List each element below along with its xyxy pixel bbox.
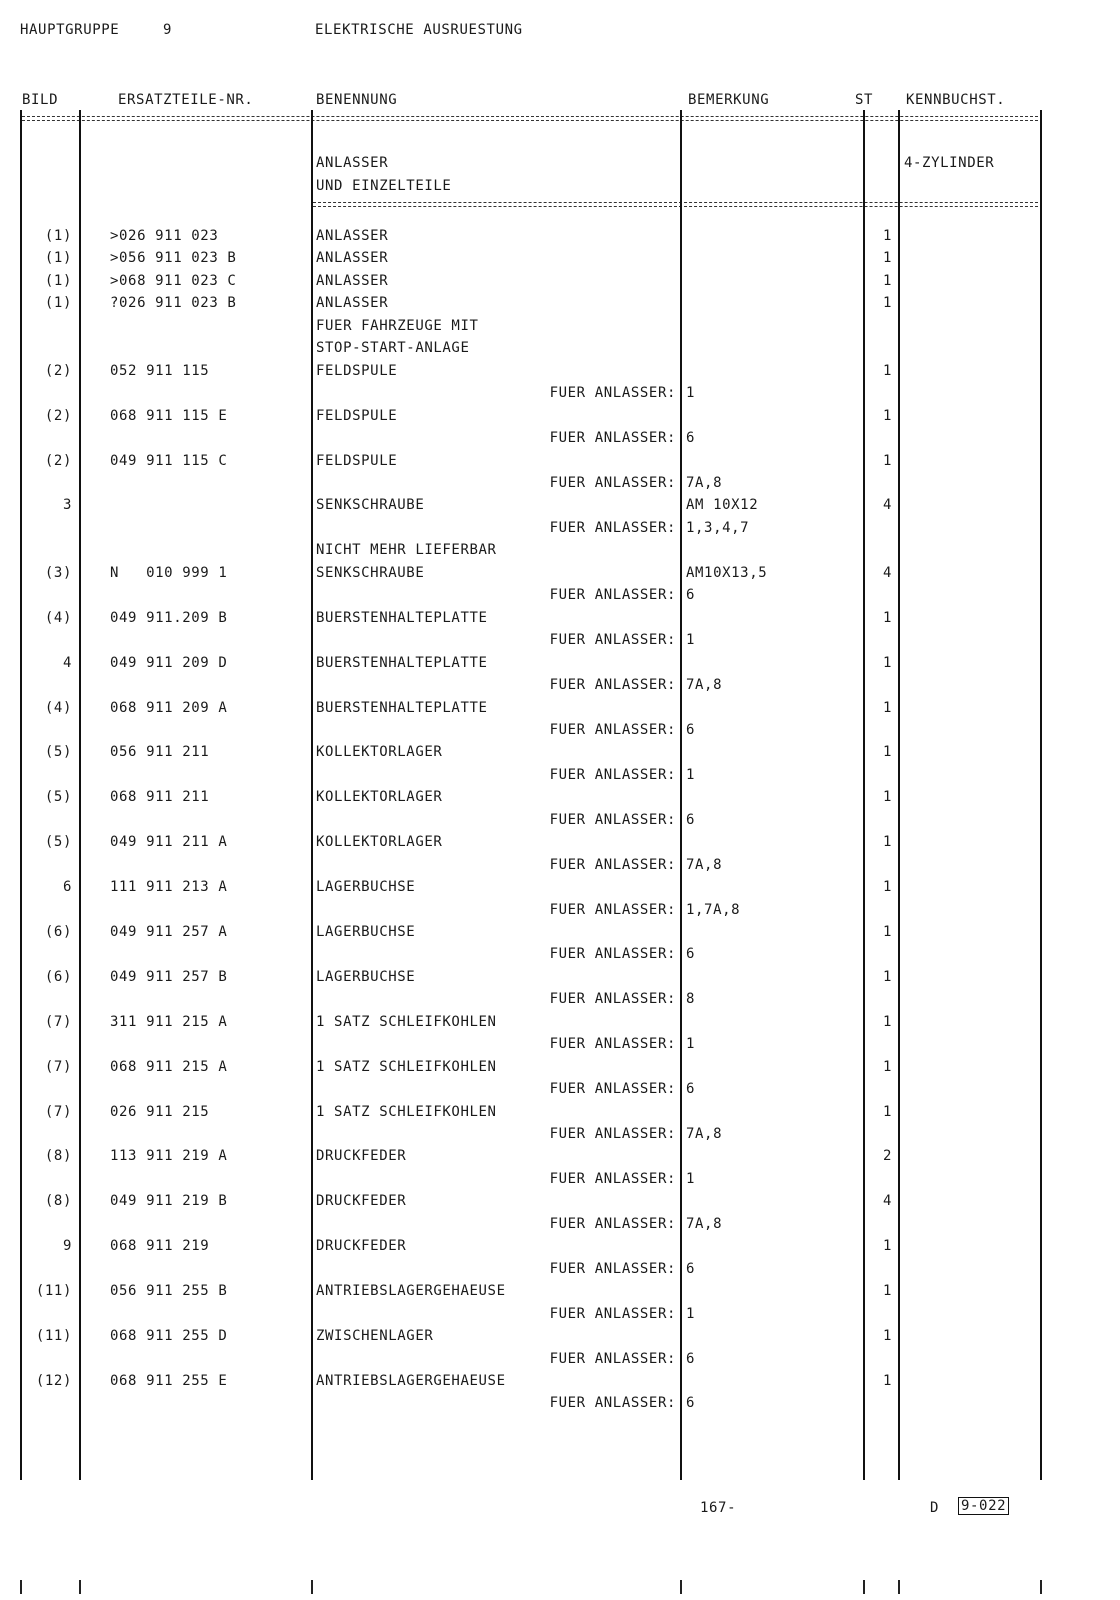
quantity: 1 [882, 744, 892, 761]
fuer-anlasser-label: FUER ANLASSER: [549, 474, 676, 491]
bild-number: (5) [44, 744, 72, 761]
column-header-kennbuchst: KENNBUCHST. [906, 92, 1006, 108]
part-name: SENKSCHRAUBE [316, 497, 425, 514]
bemerkung-value: 1 [686, 766, 696, 783]
column-border [863, 110, 865, 1480]
part-number: 068 911 219 [110, 1238, 210, 1255]
page-number: 167- [700, 1500, 737, 1516]
quantity: 1 [882, 1103, 892, 1120]
part-name: 1 SATZ SCHLEIFKOHLEN [316, 1058, 497, 1075]
bild-number: 9 [62, 1238, 72, 1255]
part-name: LAGERBUCHSE [316, 923, 416, 940]
part-name: DRUCKFEDER [316, 1193, 407, 1210]
column-tick [311, 1580, 313, 1594]
fuer-anlasser-label: FUER ANLASSER: [549, 1305, 676, 1322]
bemerkung-value: 1,7A,8 [686, 901, 741, 918]
bemerkung-value: 1 [686, 1305, 696, 1322]
part-name: KOLLEKTORLAGER [316, 789, 443, 806]
quantity: 4 [882, 1193, 892, 1210]
part-name: FELDSPULE [316, 407, 398, 424]
column-tick [79, 1580, 81, 1594]
bemerkung-value: AM 10X12 [686, 497, 759, 514]
bild-number: 6 [62, 879, 72, 895]
fuer-anlasser-label: FUER ANLASSER: [549, 946, 676, 963]
quantity: 4 [882, 564, 892, 581]
part-name: SENKSCHRAUBE [316, 564, 425, 581]
sheet-code: 9-022 [958, 1497, 1009, 1515]
bild-number: (12) [35, 1373, 72, 1389]
part-number: 049 911 211 A [110, 834, 228, 851]
bemerkung-value: 1 [686, 1036, 696, 1053]
bild-number: 4 [62, 654, 72, 671]
fuer-anlasser-label: FUER ANLASSER: [549, 1170, 676, 1187]
fuer-anlasser-label: FUER ANLASSER: [549, 1081, 676, 1098]
bemerkung-value: 7A,8 [686, 1126, 723, 1142]
bemerkung-value: 7A,8 [686, 677, 723, 693]
part-name: FUER FAHRZEUGE MIT [316, 317, 479, 334]
column-tick [1040, 1580, 1042, 1594]
column-tick [20, 1580, 22, 1594]
bild-number: (7) [44, 1058, 72, 1075]
quantity: 1 [882, 923, 892, 940]
quantity: 1 [882, 654, 892, 671]
fuer-anlasser-label: FUER ANLASSER: [549, 991, 676, 1008]
column-header-bemerkung: BEMERKUNG [688, 92, 770, 108]
part-number: 049 911 209 D [110, 654, 228, 671]
part-number: 068 911 209 A [110, 699, 228, 716]
part-number: 068 911 215 A [110, 1058, 228, 1075]
bild-number: (6) [44, 968, 72, 985]
part-name: ZWISCHENLAGER [316, 1328, 434, 1344]
column-border [680, 110, 682, 1480]
group-number: 9 [163, 22, 173, 38]
bemerkung-value: 1,3,4,7 [686, 519, 750, 536]
part-name: LAGERBUCHSE [316, 879, 416, 895]
bemerkung-value: 7A,8 [686, 856, 723, 873]
part-name: STOP-START-ANLAGE [316, 340, 470, 357]
section-subtitle: UND EINZELTEILE [316, 178, 452, 194]
column-border [79, 110, 81, 1480]
quantity: 1 [882, 968, 892, 985]
bemerkung-value: 6 [686, 430, 696, 446]
quantity: 1 [882, 250, 892, 267]
part-number: 049 911 115 C [110, 452, 228, 469]
bemerkung-value: 6 [686, 721, 696, 738]
quantity: 1 [882, 609, 892, 626]
bild-number: (5) [44, 834, 72, 851]
part-name: BUERSTENHALTEPLATTE [316, 699, 488, 716]
bemerkung-value: 6 [686, 811, 696, 828]
fuer-anlasser-label: FUER ANLASSER: [549, 519, 676, 536]
column-header-st: ST [855, 92, 874, 108]
part-number: N 010 999 1 [110, 564, 228, 581]
bemerkung-value: 6 [686, 1260, 696, 1277]
quantity: 1 [882, 834, 892, 851]
quantity: 1 [882, 295, 892, 312]
quantity: 1 [882, 362, 892, 379]
quantity: 1 [882, 272, 892, 289]
header-rule [22, 116, 1038, 121]
column-header-benennung: BENENNUNG [316, 92, 398, 108]
bild-number: (5) [44, 789, 72, 806]
part-number: 056 911 211 [110, 744, 210, 761]
column-tick [863, 1580, 865, 1594]
part-number: 068 911 115 E [110, 407, 228, 424]
part-number: >056 911 023 B [110, 250, 237, 267]
part-number: 068 911 255 E [110, 1373, 228, 1389]
bild-number: (11) [35, 1283, 72, 1300]
part-name: 1 SATZ SCHLEIFKOHLEN [316, 1103, 497, 1120]
language-code: D [930, 1500, 940, 1516]
part-number: >026 911 023 [110, 228, 219, 244]
fuer-anlasser-label: FUER ANLASSER: [549, 677, 676, 693]
fuer-anlasser-label: FUER ANLASSER: [549, 1350, 676, 1367]
bild-number: (7) [44, 1013, 72, 1030]
part-name: 1 SATZ SCHLEIFKOHLEN [316, 1013, 497, 1030]
bemerkung-value: AM10X13,5 [686, 564, 768, 581]
fuer-anlasser-label: FUER ANLASSER: [549, 1215, 676, 1232]
fuer-anlasser-label: FUER ANLASSER: [549, 1260, 676, 1277]
part-number: 026 911 215 [110, 1103, 210, 1120]
quantity: 1 [882, 1058, 892, 1075]
quantity: 1 [882, 789, 892, 806]
section-title: ANLASSER [316, 155, 389, 171]
part-name: DRUCKFEDER [316, 1238, 407, 1255]
fuer-anlasser-label: FUER ANLASSER: [549, 587, 676, 604]
bild-number: (4) [44, 699, 72, 716]
quantity: 4 [882, 497, 892, 514]
bild-number: (8) [44, 1193, 72, 1210]
part-name: DRUCKFEDER [316, 1148, 407, 1165]
part-name: ANLASSER [316, 272, 389, 289]
bild-number: 3 [62, 497, 72, 514]
part-number: 049 911.209 B [110, 609, 228, 626]
bemerkung-value: 6 [686, 1350, 696, 1367]
part-number: >068 911 023 C [110, 272, 237, 289]
bild-number: (8) [44, 1148, 72, 1165]
part-name: FELDSPULE [316, 362, 398, 379]
bild-number: (1) [44, 250, 72, 267]
quantity: 2 [882, 1148, 892, 1165]
quantity: 1 [882, 407, 892, 424]
bild-number: (2) [44, 452, 72, 469]
part-number: ?026 911 023 B [110, 295, 237, 312]
group-title: ELEKTRISCHE AUSRUESTUNG [315, 22, 523, 38]
bemerkung-value: 6 [686, 946, 696, 963]
fuer-anlasser-label: FUER ANLASSER: [549, 1395, 676, 1412]
part-number: 111 911 213 A [110, 879, 228, 895]
fuer-anlasser-label: FUER ANLASSER: [549, 721, 676, 738]
bemerkung-value: 1 [686, 632, 696, 649]
bild-number: (4) [44, 609, 72, 626]
part-name: FELDSPULE [316, 452, 398, 469]
column-tick [898, 1580, 900, 1594]
part-number: 068 911 211 [110, 789, 210, 806]
bild-number: (3) [44, 564, 72, 581]
part-name: ANTRIEBSLAGERGEHAEUSE [316, 1373, 506, 1389]
column-header-bild: BILD [22, 92, 59, 108]
column-header-nr: ERSATZTEILE-NR. [118, 92, 254, 108]
part-number: 311 911 215 A [110, 1013, 228, 1030]
fuer-anlasser-label: FUER ANLASSER: [549, 1036, 676, 1053]
fuer-anlasser-label: FUER ANLASSER: [549, 632, 676, 649]
column-border [1040, 110, 1042, 1480]
part-number: 049 911 219 B [110, 1193, 228, 1210]
part-name: BUERSTENHALTEPLATTE [316, 609, 488, 626]
quantity: 1 [882, 699, 892, 716]
column-border [311, 110, 313, 1480]
part-number: 049 911 257 B [110, 968, 228, 985]
quantity: 1 [882, 1373, 892, 1389]
part-number: 068 911 255 D [110, 1328, 228, 1344]
part-name: ANLASSER [316, 228, 389, 244]
fuer-anlasser-label: FUER ANLASSER: [549, 1126, 676, 1142]
bemerkung-value: 1 [686, 385, 696, 402]
bild-number: (11) [35, 1328, 72, 1344]
part-name: KOLLEKTORLAGER [316, 834, 443, 851]
part-number: 113 911 219 A [110, 1148, 228, 1165]
part-name: NICHT MEHR LIEFERBAR [316, 542, 497, 559]
bemerkung-value: 8 [686, 991, 696, 1008]
bild-number: (1) [44, 295, 72, 312]
quantity: 1 [882, 879, 892, 895]
bild-number: (7) [44, 1103, 72, 1120]
bemerkung-value: 7A,8 [686, 474, 723, 491]
section-rule [313, 202, 1038, 207]
quantity: 1 [882, 452, 892, 469]
fuer-anlasser-label: FUER ANLASSER: [549, 766, 676, 783]
bild-number: (6) [44, 923, 72, 940]
column-border [898, 110, 900, 1480]
part-name: ANLASSER [316, 295, 389, 312]
fuer-anlasser-label: FUER ANLASSER: [549, 385, 676, 402]
fuer-anlasser-label: FUER ANLASSER: [549, 856, 676, 873]
section-kennbuchst: 4-ZYLINDER [904, 155, 995, 171]
bemerkung-value: 6 [686, 1395, 696, 1412]
part-number: 052 911 115 [110, 362, 210, 379]
bemerkung-value: 6 [686, 587, 696, 604]
part-number: 056 911 255 B [110, 1283, 228, 1300]
bemerkung-value: 1 [686, 1170, 696, 1187]
part-name: KOLLEKTORLAGER [316, 744, 443, 761]
column-tick [680, 1580, 682, 1594]
bemerkung-value: 7A,8 [686, 1215, 723, 1232]
quantity: 1 [882, 1013, 892, 1030]
quantity: 1 [882, 1328, 892, 1344]
group-label: HAUPTGRUPPE [20, 22, 120, 38]
part-name: LAGERBUCHSE [316, 968, 416, 985]
bild-number: (1) [44, 272, 72, 289]
fuer-anlasser-label: FUER ANLASSER: [549, 430, 676, 446]
bemerkung-value: 6 [686, 1081, 696, 1098]
quantity: 1 [882, 1238, 892, 1255]
part-name: BUERSTENHALTEPLATTE [316, 654, 488, 671]
part-number: 049 911 257 A [110, 923, 228, 940]
part-name: ANTRIEBSLAGERGEHAEUSE [316, 1283, 506, 1300]
bild-number: (2) [44, 362, 72, 379]
bild-number: (2) [44, 407, 72, 424]
bild-number: (1) [44, 228, 72, 244]
fuer-anlasser-label: FUER ANLASSER: [549, 901, 676, 918]
fuer-anlasser-label: FUER ANLASSER: [549, 811, 676, 828]
part-name: ANLASSER [316, 250, 389, 267]
quantity: 1 [882, 1283, 892, 1300]
quantity: 1 [882, 228, 892, 244]
